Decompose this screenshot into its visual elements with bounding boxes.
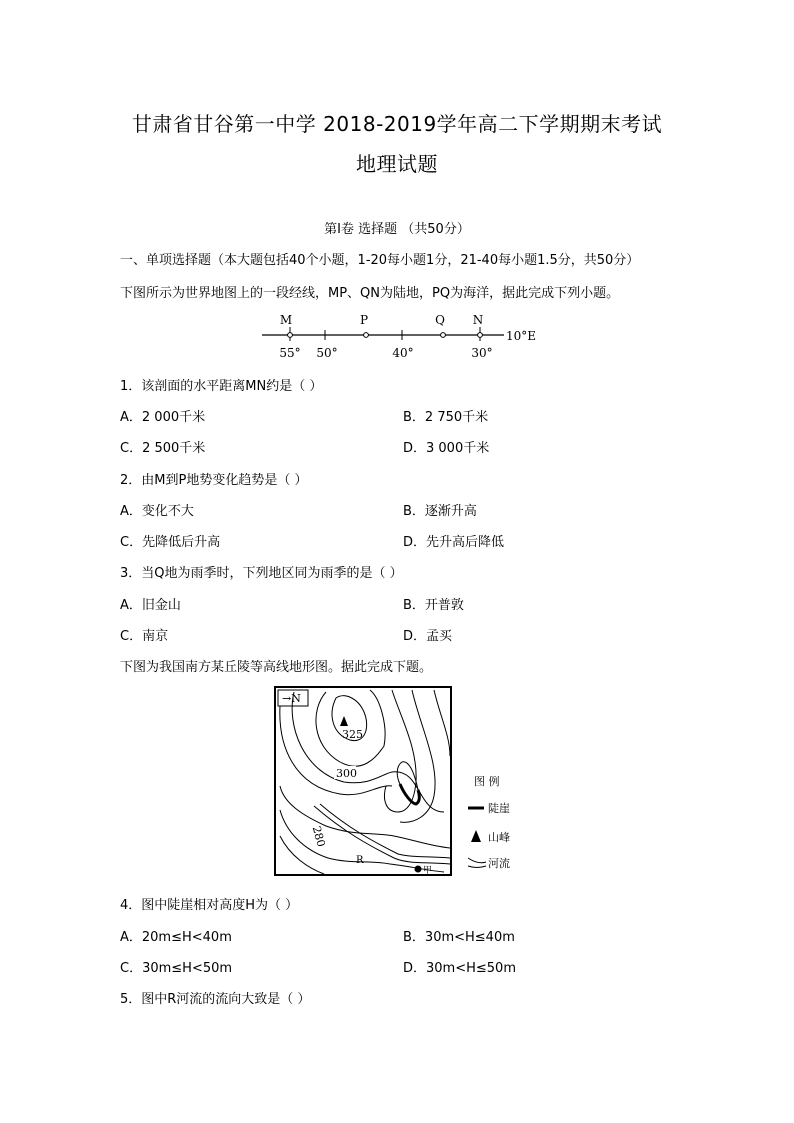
q1-option-d: D．3 000千米 (403, 441, 490, 456)
q4-option-a: A．20m≤H<40m (120, 930, 232, 945)
point-marker-q (441, 333, 446, 338)
document-title: 甘肃省甘谷第一中学 2018-2019学年高二下学期期末考试 (131, 112, 663, 136)
village-marker (415, 866, 422, 873)
question-2-stem: 2．由M到P地势变化趋势是（ ） (120, 473, 308, 488)
question-1-stem: 1．该剖面的水平距离MN约是（ ） (120, 379, 323, 394)
point-label-q: Q (435, 313, 445, 327)
point-marker-p (364, 333, 369, 338)
village-label: 甲 (423, 866, 433, 876)
point-marker-m (288, 333, 293, 338)
tick-label-55: 55° (279, 346, 301, 360)
q2-option-d: D．先升高后降低 (403, 535, 505, 550)
q3-option-d: D．孟买 (403, 629, 453, 644)
q4-option-d: D．30m<H≤50m (403, 961, 516, 976)
q2-option-c: C．先降低后升高 (120, 535, 221, 550)
q4-option-c: C．30m≤H<50m (120, 961, 233, 976)
q3-option-b: B．开普敦 (403, 598, 464, 613)
river-label: R (356, 855, 364, 866)
legend-river-icon (468, 858, 486, 868)
contour-280-label: 280 (309, 824, 328, 849)
q1-option-c: C．2 500千米 (120, 441, 206, 456)
north-arrow: →N (282, 692, 301, 705)
q2-option-b: B．逐渐升高 (403, 504, 477, 519)
intro-figure1: 下图所示为世界地图上的一段经线，MP、QN为陆地，PQ为海洋，据此完成下列小题。 (120, 286, 620, 301)
point-label-m: M (279, 313, 293, 327)
contour-map-figure (274, 686, 524, 878)
map-frame (275, 687, 451, 875)
part-heading: 一、单项选择题（本大题包括40个小题，1-20每小题1分，21-40每小题1.5分，共50分） (120, 253, 640, 268)
q4-option-b: B．30m<H≤40m (403, 930, 515, 945)
q1-option-b: B．2 750千米 (403, 410, 489, 425)
end-label: 10°E (506, 329, 537, 343)
legend-peak-icon (471, 830, 481, 842)
meridian-figure (262, 310, 552, 366)
q2-option-a: A．变化不大 (120, 504, 194, 519)
legend-title: 图 例 (474, 775, 500, 788)
tick-label-50: 50° (316, 346, 338, 360)
q3-option-c: C．南京 (120, 629, 169, 644)
question-3-stem: 3．当Q地为雨季时，下列地区同为雨季的是（ ） (120, 566, 403, 581)
tick-label-40: 40° (392, 346, 414, 360)
question-5-stem: 5．图中R河流的流向大致是（ ） (120, 992, 311, 1007)
point-marker-n (478, 333, 483, 338)
point-label-n: N (472, 313, 484, 327)
legend-cliff-label: 陡崖 (488, 802, 510, 815)
tick-label-30: 30° (471, 346, 493, 360)
legend-river-label: 河流 (488, 857, 510, 870)
question-4-stem: 4．图中陡崖相对高度H为（ ） (120, 898, 299, 913)
point-label-p: P (359, 313, 369, 327)
q1-option-a: A．2 000千米 (120, 410, 206, 425)
section-heading: 第Ⅰ卷 选择题 （共50分） (324, 222, 470, 237)
q3-option-a: A．旧金山 (120, 598, 181, 613)
contour-300-label: 300 (336, 767, 357, 780)
document-subtitle: 地理试题 (356, 152, 438, 176)
legend-peak-label: 山峰 (488, 831, 510, 844)
peak-value: 325 (342, 728, 363, 741)
intro-figure2: 下图为我国南方某丘陵等高线地形图。据此完成下题。 (120, 660, 433, 675)
